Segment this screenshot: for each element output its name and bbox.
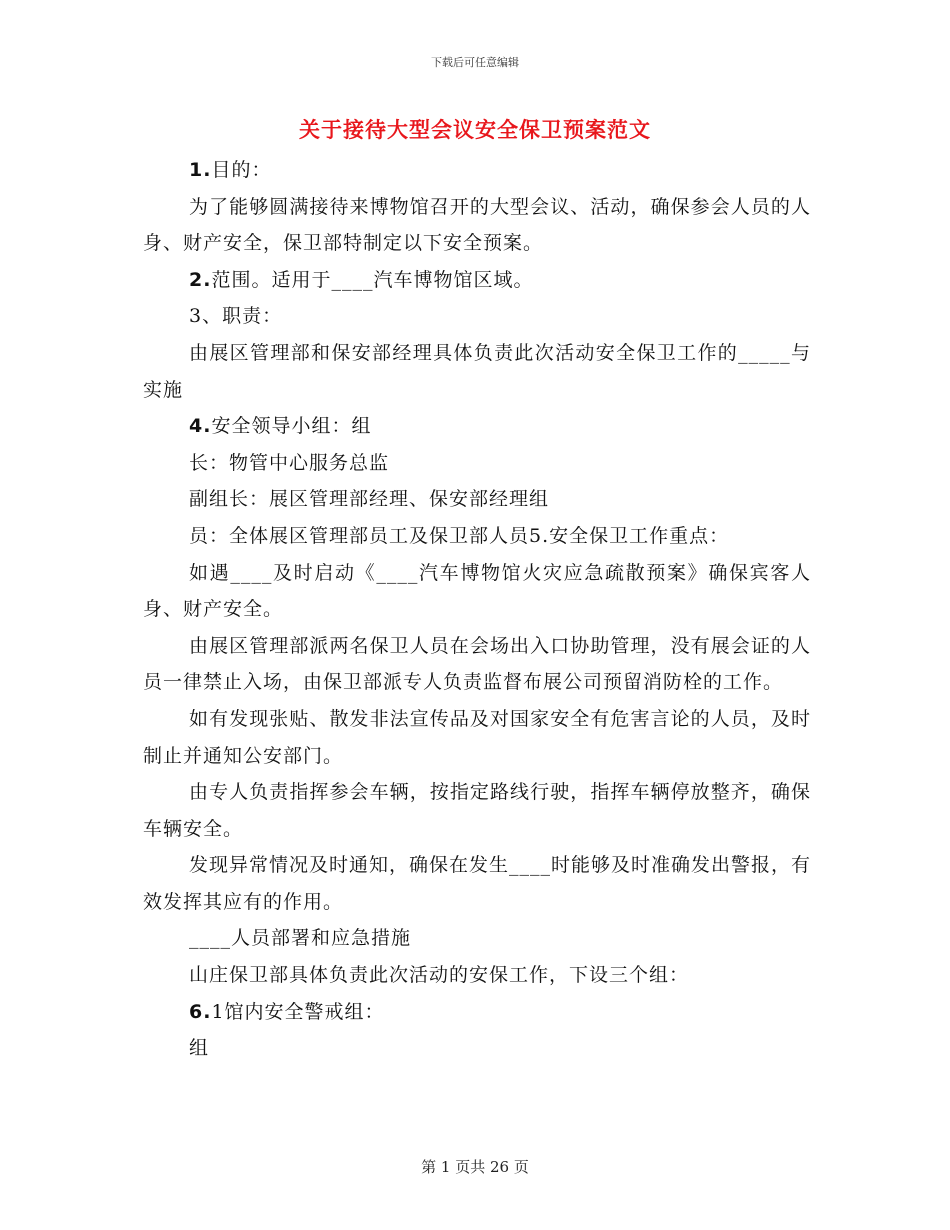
paragraph: [143, 994, 811, 1031]
paragraph: [143, 774, 811, 847]
paragraph-text: 由展区管理部和保安部经理具体负责此次活动安全保卫工作的_____与实施: [143, 341, 811, 401]
paragraph-number: 4.: [189, 415, 212, 438]
paragraph-text: 如遇____及时启动《____汽车博物馆火灾应急疏散预案》确保宾客人身、财产安全。: [143, 561, 811, 621]
paragraph: [143, 445, 811, 482]
paragraph-text: 副组长：展区管理部经理、保安部经理组: [189, 488, 550, 511]
paragraph: [143, 1030, 811, 1067]
paragraph-text: 3、职责：: [189, 305, 283, 328]
paragraph: [143, 628, 811, 701]
page-number: 第 1 页共 26 页: [421, 1158, 529, 1176]
paragraph: [143, 189, 811, 262]
paragraph-text: 由展区管理部派两名保卫人员在会场出入口协助管理，没有展会证的人员一律禁止入场，由保卫部派专人负责监督布展公司预留消防栓的工作。: [143, 634, 811, 694]
paragraph: [143, 262, 811, 299]
paragraph: [143, 152, 811, 189]
paragraph-number: 6.: [189, 1000, 212, 1023]
paragraph-text: 由专人负责指挥参会车辆，按指定路线行驶，指挥车辆停放整齐，确保车辆安全。: [143, 781, 811, 840]
paragraph: [143, 847, 811, 920]
paragraph-text: 目的：: [211, 159, 272, 181]
paragraph-text: 范围。适用于____汽车博物馆区域。: [211, 268, 534, 291]
document-body: [143, 152, 811, 1067]
paragraph: [143, 298, 811, 335]
paragraph-text: 为了能够圆满接待来博物馆召开的大型会议、活动，确保参会人员的人身、财产安全，保卫部特制定以下安全预案。: [143, 195, 811, 255]
paragraph: [143, 518, 811, 555]
paragraph: [143, 335, 811, 408]
paragraph: [143, 920, 811, 957]
paragraph-text: 安全领导小组：组: [211, 415, 372, 438]
paragraph: [143, 701, 811, 774]
document-title: 关于接待大型会议安全保卫预案范文: [299, 117, 651, 142]
header-note: 下载后可任意编辑: [431, 56, 519, 69]
paragraph-number: 1.: [189, 159, 212, 181]
paragraph: [143, 481, 811, 518]
paragraph-text: 员：全体展区管理部员工及保卫部人员5.安全保卫工作重点：: [189, 524, 730, 547]
paragraph-text: 1馆内安全警戒组：: [211, 1000, 385, 1023]
paragraph-text: 发现异常情况及时通知，确保在发生____时能够及时准确发出警报，有效发挥其应有的作用。: [143, 854, 812, 913]
paragraph: [143, 408, 811, 445]
paragraph-text: 山庄保卫部具体负责此次活动的安保工作，下设三个组：: [189, 964, 690, 987]
paragraph-text: 组: [189, 1037, 210, 1060]
paragraph: [143, 555, 811, 628]
paragraph-number: 2.: [189, 268, 212, 291]
paragraph: [143, 957, 811, 994]
paragraph-text: 如有发现张贴、散发非法宣传品及对国家安全有危害言论的人员，及时制止并通知公安部门。: [143, 707, 811, 767]
paragraph-text: ____人员部署和应急措施: [189, 927, 412, 950]
paragraph-text: 长：物管中心服务总监: [189, 451, 390, 474]
